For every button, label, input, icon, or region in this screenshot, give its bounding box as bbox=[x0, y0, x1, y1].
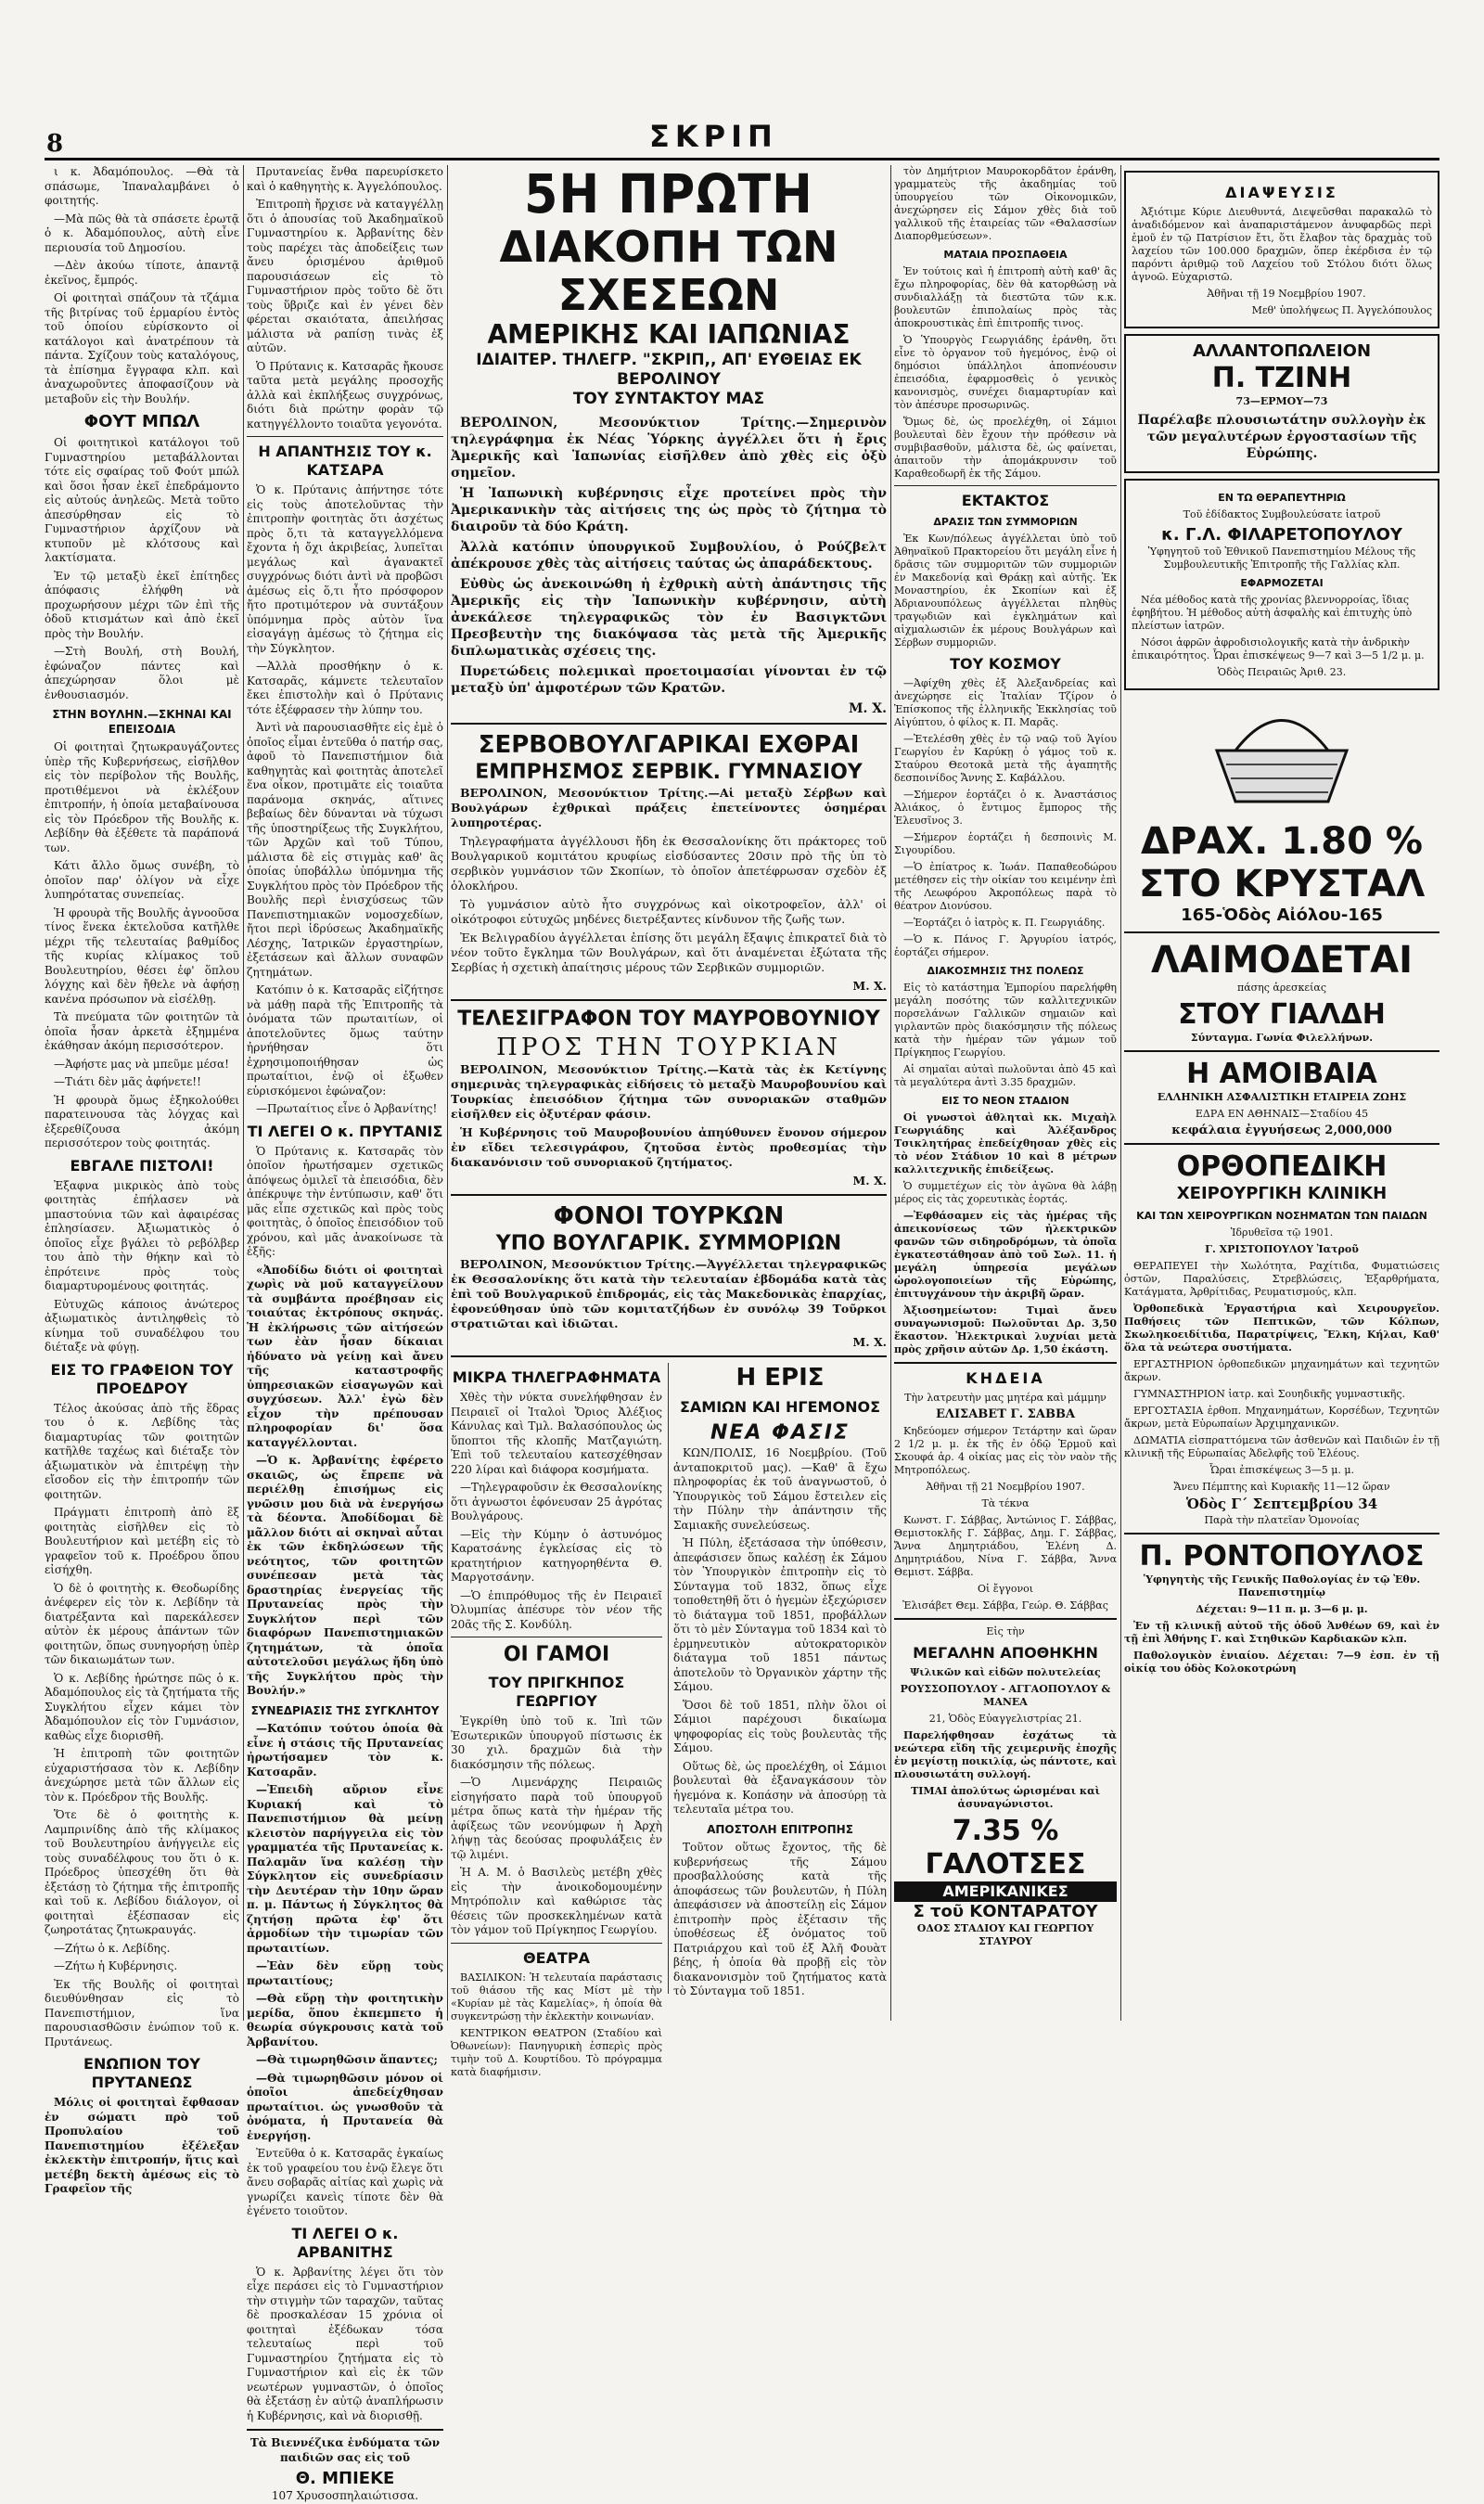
column-1 bbox=[45, 165, 239, 2195]
section-heading: ΕΙΣ ΤΟ ΓΡΑΦΕΙΟΝ ΤΟΥ ΠΡΟΕΔΡΟΥ bbox=[50, 1360, 234, 1397]
paragraph: Οἱ φοιτητικοὶ κατάλογοι τοῦ Γυμναστηρίου μεταβάλλονται τότε εἰς σφαίρας τοῦ Φούτ μπώλ καὶ ὅσοι ἦσαν ἐκεῖ ἐπεδράμοντο εἰς αὐτούς ἀνηλεῶς. Μετὰ τοῦτο ἀπεσύρθησαν εἰς τὸ Γυμναστήριον ἀρχίζουν νὰ κτυποῦν μὲ κλότσους καὶ λακτίσματα. bbox=[45, 436, 239, 564]
paragraph: ΒΕΡΟΛΙΝΟΝ, Μεσονύκτιον Τρίτης.—Σημερινὸν τηλεγράφημα ἐκ Νέας Ὑόρκης ἀγγέλλει ὅτι ἡ ἔρις Ἀμερικῆς καὶ Ἰαπωνίας εἰσῆλθεν ἀπὸ χθὲς εἰς ὀξὺ σημεῖον. bbox=[451, 416, 887, 481]
sub-column-left bbox=[451, 1363, 662, 2083]
ad-text: Γ. ΧΡΙΣΤΟΠΟΥΛΟΥ Ἰατροῦ bbox=[1205, 1243, 1359, 1255]
divider bbox=[451, 1194, 887, 1196]
masthead: ΣΚΡΙΠ bbox=[649, 119, 778, 154]
paragraph: Ὁ συμμετέχων εἰς τὸν ἀγῶνα θὰ λάβῃ μέρος εἰς τὰς χορευτικὰς ἑορτάς. bbox=[894, 1180, 1117, 1205]
ad-text: ΘΕΡΑΠΕΥΕΙ τὴν Χωλότητα, Ραχίτιδα, Φυματιώσεις ὀστῶν, Παραλύσεις, Στρεβλώσεις, Ἐξαρθρήματα, Κατάγματα, Ἀρθρίτιδας, Ρευματισμούς, κλπ. bbox=[1124, 1260, 1439, 1298]
paragraph: Οἱ γνωστοὶ ἀθληταὶ κκ. Μιχαὴλ Γεωργιάδης καὶ Ἀλέξανδρος Τσικλητήρας ἐπεδείχθησαν χθὲς εἰς τὸ νέον Στάδιον 10 καὶ 8 μέτρων καλλιτεχνικῆς ἐπιδείξεως. bbox=[894, 1111, 1117, 1175]
headline: ΦΟΝΟΙ ΤΟΥΡΚΩΝ bbox=[553, 1202, 785, 1230]
ad-text: Ψιλικῶν καὶ εἰδῶν πολυτελείας bbox=[910, 1666, 1101, 1678]
ad-headline: 7.35 % bbox=[952, 1815, 1059, 1847]
ad-box bbox=[1124, 171, 1439, 328]
headline: ΣΑΜΙΩΝ ΚΑΙ ΗΓΕΜΟΝΟΣ bbox=[679, 1398, 880, 1416]
paragraph: Αἱ σημαῖαι αὐταὶ πωλοῦνται ἀπὸ 45 καὶ τὰ μεγαλύτερα ἀντὶ 3.35 δραχμῶν. bbox=[894, 1063, 1117, 1088]
column-divider bbox=[668, 1363, 669, 1994]
paragraph: Ἐκ Κων/πόλεως ἀγγέλλεται ὑπὸ τοῦ Ἀθηναϊκοῦ Πρακτορείου ὅτι μεγάλη εἶνε ἡ δρᾶσις τῶν συμμοριτῶν τῶν συμμοριῶν ἐν Μακεδονίᾳ καὶ Θράκῃ καὶ αὐτῆς. Ἐκ Μοναστηρίου, ἐκ Σκοπίων καὶ ἐξ Ἀδριανουπόλεως ἀγγέλλεται πληθὺς τραγῳδιῶν καὶ ἐγκλημάτων καὶ αἰχμαλωσιῶν ἐκ μέρους Βουλγάρων καὶ Σέρβων συμμοριῶν. bbox=[894, 533, 1117, 648]
paragraph: —Ὁ κ. Ἀρβανίτης ἐφέρετο σκαιῶς, ὡς ἔπρεπε νὰ περιέλθῃ ἐπισήμως εἰς γνῶσιν μου διὰ νὰ ἐνεργήσω τὰ δέοντα. Ἀποδίδομαι δὲ μᾶλλον διότι αἱ σκηναὶ αὗται ἐκ τῶν ἐκδηλώσεων τῆς νεότητος, τῶν φοιτητῶν συνέπεσαν μετὰ τὰς δραστηρίας ἐνεργείας τῆς Πρυτανείας πρὸς τὴν Συγκλήτον περὶ τῶν διαφόρων Πανεπιστημιακῶν ζητημάτων, τὰ ὁποῖα αὐτοτελοῦσι μεγάλως ἤδη ὑπὸ τῆς Συγκλήτου πρὸς τὴν Βουλήν.» bbox=[247, 1454, 443, 1697]
paragraph: —Ἀφίχθη χθὲς ἐξ Ἀλεξανδρείας καὶ ἀνεχώρησε εἰς Ἰταλίαν Τζίρον ὁ Ἐπίσκοπος τῆς ἑλληνικῆς Ἐκκλησίας τοῦ Αἰγύπτου, ὁ φίλος κ. Π. Μαρᾶς. bbox=[894, 677, 1117, 728]
paragraph: Ἐν τῷ μεταξὺ ἐκεῖ ἐπίτηδες ἀπόφασις ἐλήφθη νὰ προχωρήσουν μέχρι τῶν ἐπὶ τῆς ὁδοῦ κτισμάτων καὶ ἀπὸ ἐκεῖ πρὸς τὴν Βουλήν. bbox=[45, 569, 239, 640]
paragraph: Μεθ' ὑπολήψεως Π. Ἀγγελόπουλος bbox=[1251, 304, 1432, 316]
headline-source: ΙΔΙΑΙΤΕΡ. ΤΗΛΕΓΡ. "ΣΚΡΙΠ,, ΑΠ' ΕΥΘΕΙΑΣ ΕΚ ΒΕΡΟΛΙΝΟΥ bbox=[476, 351, 862, 389]
paragraph: Οἱ φοιτηταὶ ζητωκραυγάζοντες ὑπὲρ τῆς Κυβερνήσεως, εἰσῆλθον εἰς τὸν περίβολον τῆς Βουλῆς, προτιθέμενοι νὰ ἐκλέξουν ἐπιτροπήν, ἡ ὁποία μεταβαίνουσα εἰς τὸν Πρόεδρον τῆς Βουλῆς κ. Λεβίδην θὰ ἐξέθετε τὰ παράπονά των. bbox=[45, 740, 239, 854]
paragraph: ΒΑΣΙΛΙΚΟΝ: Ἡ τελευταία παράστασις τοῦ θιάσου τῆς κας Μίστ μὲ τὴν «Κυρίαν μὲ τὰς Καμελίας», ἡ ὁποία θὰ συγκεντρώσῃ τὴν ἐκλεκτὴν κοινωνίαν. bbox=[451, 1971, 662, 2022]
paragraph: —Τηλεγραφοῦσιν ἐκ Θεσσαλονίκης ὅτι ἀγνωστοι ἐφόνευσαν 25 ἀγρότας Βουλγάρους. bbox=[451, 1481, 662, 1522]
divider bbox=[451, 1943, 662, 1944]
paragraph: —Εἰς τὴν Κύμην ὁ ἀστυνόμος Καρατσάνης ἐγκλείσας εἰς τὸ κρατητήριον κατηγορηθέντα Θ. Μαργοτσάνην. bbox=[451, 1527, 662, 1584]
paragraph: Κηδεύομεν σήμερον Τετάρτην καὶ ὥραν 2 1/2 μ. μ. ἐκ τῆς ἐν ὁδῷ Ἑρμοῦ καὶ Σκουφά ἀρ. 4 οἰκίας μας εἰς τὸν ναὸν τῆς Μητροπόλεως. bbox=[894, 1425, 1117, 1476]
paragraph: —Ὁ ἐπιπρόθυμος τῆς ἐν Πειραιεῖ Ὀλυμπίας ἀπέσυρε τὸν νέον τῆς 20ᾶς τῆς Σ. Κονδύλη. bbox=[451, 1588, 662, 1631]
column-3 bbox=[451, 162, 887, 2078]
divider bbox=[894, 485, 1117, 486]
paragraph: Πυρετώδεις πολεμικαὶ προετοιμασίαι γίνονται ἐν τῷ μεταξὺ ὑπ' ἀμφοτέρων τῶν Κρατῶν. bbox=[451, 664, 887, 696]
paragraph: —Δὲν ἀκούω τίποτε, ἀπαντᾷ ἐκεῖνος, ἔμπρός. bbox=[45, 259, 239, 287]
paragraph: Ἡ φρουρὰ τῆς Βουλῆς ἀγνοοῦσα τίνος ἕνεκα ἐκτελοῦσα κατῆλθε μέχρι τῆς τελευταίας βαθμίδος τῆς κυρίας κλίμακος τοῦ Βουλευτηρίου, θέσει ἐφ' ὅπλου λόγχης καὶ δὲν ἤθελε νὰ ἀφήσῃ κανένα πρόσωπον νὰ εἰσέλθῃ. bbox=[45, 905, 239, 1006]
paragraph: —Ὁ ἐπίατρος κ. Ἰωάν. Παπαθεοδώρου μετέθησεν εἰς τὴν οἰκίαν του κειμένην ἐπὶ τῆς Λεωφόρου Ἀκροπόλεως παρὰ τὸ θέατρον Διονύσου. bbox=[894, 861, 1117, 912]
paragraph: Κωνστ. Γ. Σάββας, Ἀντώνιος Γ. Σάββας, Θεμιστοκλῆς Γ. Σάββας, Δημ. Γ. Σάββας, Ἄννα Δημητριάδου, Ἑλένη Δ. Δημητριάδου, Νίνα Γ. Σάββα, Ἄννα Θεμιστ. Σάββα. bbox=[894, 1514, 1117, 1578]
paragraph: Ἐξαφνα μικρικὸς ἀπὸ τοὺς φοιτητὰς ἐπήλασεν νὰ μπαστούνια τῶν καὶ ἀφαιρέσας ἐπλησίασεν. Ἀξιωματικὸς ὁ ὁποῖος εἶχε βγάλει τὸ ρεβόλβερ του ἀπὸ τὴν θήκην καὶ τὸ ἐπρότεινε πρὸς τοὺς διαμαρτυρομένους φοιτητάς. bbox=[45, 1178, 239, 1292]
paragraph: Ἀντὶ νὰ παρουσιασθῆτε εἰς ἐμὲ ὁ ὁποῖος εἶμαι ἐντεῦθα ὁ πατήρ σας, ἀφοῦ τὸ Πανεπιστήμιον διὰ καθηγητὰς καὶ φοιτητὰς ἀποτελεῖ ἕνα οἶκον, προτιμᾶτε εἰς τοιαῦτα παράνομα σκηνάς, αἵτινες βεβαίως δὲν δύνανται νὰ τύχωσι τῆς ὑποστηρίξεως τῆς Συγκλήτου, τῶν Ἀρχῶν καὶ τοῦ Τύπου, μάλιστα δὲ εἰς στιγμὰς καθ' ἃς ὁποίας ὑποβάλλω ὑπόμνημα τῆς Συγκλήτου πρὸς τὸν Πρόεδρον τῆς Βουλῆς περὶ ἐνισχύσεως τῶν Πανεπιστημιακῶν νομοσχεδίων, ἤτοι περὶ ἱδρύσεως Ἀκαδημαϊκῆς Λέσχης, Ἰατρικῶν ἐργαστηρίων, ἐξετάσεων καὶ ἄλλων συναφῶν ζητημάτων. bbox=[247, 721, 444, 979]
column-4 bbox=[894, 165, 1117, 2030]
ad-text: Τοῦ ἐδίδακτος Συμβουλεύσατε ἰατροῦ bbox=[1183, 508, 1381, 520]
paragraph: Ὁ κ. Λεβίδης ἠρώτησε πῶς ὁ κ. Ἀδαμόπουλος εἰς τὰ ζητήματα τῆς Συγκλήτου εἶχεν κάμει τὸν Ἀδαμόπουλον εἰς τὸν Γυμνάσιον, καθὼς εἶχε διορισθῆ. bbox=[45, 1671, 239, 1742]
paragraph: Ὁ δὲ ὁ φοιτητὴς κ. Θεοδωρίδης ἀνέφερεν εἰς τὸν κ. Λεβίδην τὰ διατρέξαντα καὶ παρεκάλεσεν αὐτὸν ἐκ μέρους ἁπάντων τῶν φοιτητῶν, ὅπως συνηγορήσῃ ὑπὲρ τῶν δικαιωμάτων των. bbox=[45, 1581, 239, 1666]
paragraph: ΒΕΡΟΛΙΝΟΝ, Μεσονύκτιον Τρίτης.—Αἱ μεταξὺ Σέρβων καὶ Βουλγάρων ἐχθρικαὶ πράξεις ἐπετείνοντες ὁσημέραι λυπηροτέρας. bbox=[451, 786, 887, 829]
section-heading: ΕΙΣ ΤΟ ΝΕΟΝ ΣΤΑΔΙΟΝ bbox=[941, 1095, 1069, 1107]
ad-headline: ΛΑΙΜΟΔΕΤΑΙ bbox=[1150, 939, 1413, 982]
signature: Μ. Χ. bbox=[852, 1174, 887, 1188]
paragraph: —Ἑορτάζει ὁ ἰατρὸς κ. Π. Γεωργιάδης. bbox=[903, 917, 1106, 929]
section-heading: ΤΟΥ ΚΟΣΜΟΥ bbox=[950, 655, 1061, 673]
paragraph: Ἐπιτροπὴ ἤρχισε νὰ καταγγέλλῃ ὅτι ὁ ἀπουσίας τοῦ Ἀκαδημαϊκοῦ Γυμναστηρίου κ. Ἀρβανίτης δὲν τοὺς παρέχει τὰς ἀποδείξεις των ἄνευ ὁρισμένου ἀριθμοῦ παρουσιάσεων εἰς τὸ Γυμναστήριον πρὸς τοῦτο δὲ ὅτι τοὺς ὕβριζε καὶ ἐν γένει δὲν φέρεται σκαιότατα, ἀπειλήσας μάλιστα νὰ ραπίσῃ τινὰς ἐξ αὐτῶν. bbox=[247, 198, 443, 354]
column-divider bbox=[243, 165, 244, 2021]
paragraph: Εὐτυχῶς κάποιος ἀνώτερος ἀξιωματικὸς ἀντιληφθεὶς τὸ κίνημα τοῦ συναδέλφου του διέταξε νὰ φύγῃ. bbox=[45, 1297, 239, 1354]
paragraph: Τοῦτον οὕτως ἔχοντος, τῆς δὲ κυβερνήσεως τῆς Σάμου προσβαλλούσης κατὰ τῆς ἀποφάσεως τῶν βουλευτῶν, ἡ Πύλη ἀπεφάσισεν νὰ ἀποστείλῃ εἰς Σάμον ἐπιτροπὴν πρὸς ἐξέτασιν τῆς ὑποθέσεως ἐξ ὀνόματος τοῦ Πατριάρχου καὶ τοῦ ἐξ Ἀλῆ Φουὰτ βέης, ἡ ὁποία θὰ προβῇ εἰς τὸν διακανονισμὸν τοῦ ζητήματος κατὰ τὸ Σύνταγμα τοῦ 1851. bbox=[673, 1841, 887, 1997]
paragraph: Ἐγκρίθη ὑπὸ τοῦ κ. Ἰπὶ τῶν Ἐσωτερικῶν ὑπουργοῦ πίστωσις ἐκ 30 χιλ. δραχμῶν διὰ τὴν διακόσμησιν τῆς πόλεως. bbox=[451, 1714, 662, 1771]
paragraph: Ἡ Α. Μ. ὁ Βασιλεὺς μετέβη χθὲς εἰς τὴν ἀνοικοδομουμένην Μητρόπολιν καὶ καθώρισε τὰς θέσεις τῶν προσκεκλημένων κατὰ τὸν γάμον τοῦ Πρίγκηπος Γεωργίου. bbox=[451, 1866, 662, 1936]
ad-text: ΓΥΜΝΑΣΤΗΡΙΟΝ ἰατρ. καὶ Σουηδικῆς γυμναστικῆς. bbox=[1133, 1388, 1406, 1400]
paragraph: Ἡ Πύλη, ἐξετάσασα τὴν ὑπόθεσιν, ἀπεφάσισεν ὅπως καλέσῃ ἐκ Σάμου τὸν Ὑπουργικὸν ἐπιτροπὴν εἰς τὸ Σύνταγμα τοῦ 1832, ὅπως εἶχε τοποθετηθῆ ὅτι ὁ ἡγεμὼν ἐξεχώρισεν τὸ διάταγμα τοῦ 1851, προβάλλων ὅτι τὸ μὲν Σύνταγμα τοῦ 1834 καὶ τὸ ἑρμηνευτικὸν αὐτοκρατορικὸν διάταγμα τοῦ 1851 πάντως ἀποτελοῦν τὸ Ὀργανικὸν χάρτην τῆς Σάμου. bbox=[673, 1536, 887, 1693]
section-heading: ΔΙΑΚΟΣΜΗΣΙΣ ΤΗΣ ΠΟΛΕΩΣ bbox=[927, 965, 1084, 977]
ad-text: Τὰ Βιεννέζικα ἐνδύματα τῶν παιδιῶν σας εἰς τοῦ bbox=[249, 2436, 441, 2464]
ad-text: ΟΔΟΣ ΣΤΑΔΙΟΥ ΚΑΙ ΓΕΩΡΓΙΟΥ ΣΤΑΥΡΟΥ bbox=[916, 1922, 1094, 1947]
ad-text: Παρὰ τὴν πλατεῖαν Ὁμονοίας bbox=[1204, 1514, 1360, 1526]
ad-text: Νέα μέθοδος κατὰ τῆς χρονίας βλεννορροίας, ἴδιας ἐφηβήτου. Ἡ μέθοδος αὐτὴ ἀσφαλὴς καὶ ἐπιτυχὴς ὑπὸ πλείστων ἰατρῶν. bbox=[1132, 594, 1413, 632]
paragraph: ι κ. Ἀδαμόπουλος. —Θὰ τὰ σπάσωμε, Ἰπαναλαμβάνει ὁ φοιτητής. bbox=[45, 165, 239, 207]
paragraph: Ἐκ Βελιγραδίου ἀγγέλλεται ἐπίσης ὅτι μεγάλη ἔξαψις ἐπικρατεῖ διὰ τὸ νέον τοῦτο ἔγκλημα τῶν Βουλγάρων, καὶ ὅτι ἀναμένεται ἐξώτατα τῆς Σερβίας ἡ σχετικὴ ἀπαίτησις μέρους τῶν Σερβικῶν συμμοριῶν. bbox=[451, 931, 887, 974]
ad-headline: ΓΑΛΟΤΣΕΣ bbox=[925, 1848, 1086, 1881]
divider bbox=[247, 436, 443, 437]
paragraph: Ὅσοι δὲ τοῦ 1851, πλὴν ὅλοι οἱ Σάμιοι παρέχουσι δικαίωμα ψηφοφορίας εἰς τοὺς βουλευτὰς τῆς Σάμου. bbox=[673, 1698, 887, 1754]
section-heading: Η ΑΠΑΝΤΗΣΙΣ ΤΟΥ κ. ΚΑΤΣΑΡΑ bbox=[258, 443, 432, 479]
section-heading: ΔΙΑΨΕΥΣΙΣ bbox=[1225, 184, 1338, 201]
paragraph: ΚΩΝ/ΠΟΛΙΣ, 16 Νοεμβρίου. (Τοῦ ἀνταποκριτοῦ μας). —Καθ' ἃ ἔχω πληροφορίας ἐκ τοῦ ἀναγνωστοῦ, ὁ Ὑπουργικὸς τοῦ Σάμου ἔστειλεν εἰς τὴν Πύλην τὴν ἀπάντησιν τῆς Σαμιακῆς συνελεύσεως. bbox=[673, 1446, 887, 1532]
ad-text: ΕΡΓΑΣΤΗΡΙΟΝ ὀρθοπεδικῶν μηχανημάτων καὶ τεχνητῶν ἄκρων. bbox=[1124, 1358, 1439, 1383]
paragraph: Τὰ πνεύματα τῶν φοιτητῶν τὰ ὁποῖα ἦσαν ἀρκετὰ ἐξημμένα ἐκάθησαν ἀκόμη περισσότερον. bbox=[45, 1010, 239, 1052]
paragraph: τὸν Δημήτριον Μαυροκορδᾶτον ἐράνθη, γραμματεὺς τῆς ἀκαδημίας τοῦ ὑπουργείου τῶν Οἰκονομικῶν, ἀνεχώρησεν εἰς Σάμον χθὲς διὰ τοῦ γαλλικοῦ τῆς ἑταιρείας τῶν «Θαλασσίων Διαπορθμεύσεων». bbox=[894, 165, 1117, 242]
section-heading: ΔΡΑΣΙΣ ΤΩΝ ΣΥΜΜΟΡΙΩΝ bbox=[933, 516, 1078, 528]
ad-name: Σ τοῦ ΚΟΝΤΑΡΑΤΟΥ bbox=[913, 1902, 1098, 1921]
ad-text: Νόσοι ἀφρῶν ἀφροδισιολογικῆς κατὰ τὴν ἀνδρικὴν ἐπικαιρότητος. Ὧραι ἐπισκέψεως 9—7 καὶ 3—5 1/2 μ. μ. bbox=[1132, 636, 1425, 661]
ad-headline: ΣΤΟ ΚΡΥΣΤΑΛ bbox=[1138, 863, 1426, 905]
ad-text: Ὑφηγητὴς τῆς Γενικῆς Παθολογίας ἐν τῷ Ἐθν. Πανεπιστημίῳ bbox=[1143, 1573, 1421, 1599]
paragraph: Οἱ ἔγγονοι bbox=[977, 1583, 1034, 1595]
paragraph: Ὁ Πρύτανις κ. Κατσαρᾶς ἤκουσε ταῦτα μετὰ μεγάλης προσοχῆς ἀλλὰ καὶ ἐκπλήξεως συγχρόνως, διότι διὰ πρώτην φορὰν τῷ κατηγγέλλοντο τοιαῦτα γεγονότα. bbox=[247, 359, 443, 430]
paragraph: —Ἐὰν δὲν εὕρῃ τοὺς πρωταιτίους; bbox=[247, 1959, 443, 1987]
column-divider bbox=[890, 165, 891, 2021]
paragraph: Ὁ κ. Πρύτανις ἀπήντησε τότε εἰς τοὺς ἀποτελοῦντας τὴν ἐπιτροπὴν φοιτητὰς ὅτι ἀσχέτως πρὸς ὅ,τι τὰ καταγγελλόμενα ἔχοντα ἡ ὄχι ἀκριβείας, λυπεῖται μεγάλως καὶ ἀγανακτεῖ συγχρόνως διότι ἀντὶ νὰ προβῶσι ἀμέσως εἰς ὅ,τι ἦτο πρόσφορον ἤτο προτιμότερον νὰ συντάξουν ὑπόμνημα πρὸς αὐτὸν ἵνα εἰσαγάγῃ ἀμέσως τὸ ζήτημα εἰς τὴν Σύγκλητον. bbox=[247, 483, 443, 655]
divider bbox=[247, 2429, 443, 2431]
paragraph: Τέλος ἀκούσας ἀπὸ τῆς ἕδρας του ὁ κ. Λεβίδης τὰς διαμαρτυρίας τῶν φοιτητῶν κατῆλθε ταχέως καὶ διέταξε τὸν ἀξιωματικὸν νὰ ἐπιτρέψῃ τὴν εἴσοδον εἰς τὴν ἐπιτροπήν τῶν φοιτητῶν. bbox=[45, 1401, 239, 1501]
signature: Μ. Χ. bbox=[852, 1335, 887, 1349]
ad-headline: ΕΝ ΤΩ ΘΕΡΑΠΕΥΤΗΡΙΩ bbox=[1218, 492, 1346, 504]
paragraph: —Θὰ τιμωρηθῶσιν ἅπαντες; bbox=[256, 2053, 438, 2066]
paragraph: —Ὁ κ. Πάνος Γ. Ἀργυρίου ἰατρός, ἑορτάζει σήμερον. bbox=[894, 933, 1117, 958]
paragraph: ΚΕΝΤΡΙΚΟΝ ΘΕΑΤΡΟΝ (Σταδίου καὶ Ὀθωνείων): Πανηγυρικὴ ἑσπερὶς πρὸς τιμὴν τοῦ Δ. Κουρτίδου. Τὸ πρόγραμμα κατὰ διαφήμισιν. bbox=[451, 2026, 662, 2078]
section-heading: ΘΕΑΤΡΑ bbox=[523, 1948, 590, 1967]
ad-headline: ΜΕΓΑΛΗΝ ΑΠΟΘΗΚΗΝ bbox=[913, 1644, 1098, 1662]
section-heading: ΕΒΓΑΛΕ ΠΙΣΤΟΛΙ! bbox=[70, 1156, 214, 1175]
paragraph: Ἐν τούτοις καὶ ἡ ἐπιτροπὴ αὐτὴ καθ' ἃς ἔχω πληροφορίας, δὲν θὰ κατορθώσῃ νὰ συνδιαλλάξῃ τὰ διεστῶτα τῶν κ.κ. βουλευτῶν ἐπιπολαίως πρὸς τὰς ἀποκρουστικὰς ἐπὶ ἐπιτροπῆς τινος. bbox=[894, 265, 1117, 329]
paragraph: Οἱ φοιτηταὶ σπάζουν τὰ τζάμια τῆς βιτρίνας τοῦ ἑρμαρίου ἐντὸς τοῦ ὁποίου εὑρίσκοντο οἱ κατάλογοι καὶ ἀνατρέπουν τὰ πάντα. Σχίζουν τοὺς καταλόγους, τὰ ἐπίσημα ἔγγραφα κλπ. καὶ ἀναχωροῦντες ἀποφασίζουν νὰ μεταβοῦν εἰς τὴν Βουλήν. bbox=[45, 291, 239, 405]
headline-edition: 5Η ΠΡΩΤΗ bbox=[524, 162, 813, 225]
section-heading: ΕΚΤΑΚΤΟΣ bbox=[961, 492, 1050, 509]
headline: ΥΠΟ ΒΟΥΛΓΑΡΙΚ. ΣΥΜΜΟΡΙΩΝ bbox=[495, 1232, 842, 1255]
paragraph: Ὁ Ὑπουργὸς Γεωργιάδης ἐράνθη, ὅτι εἶνε τὸ ὀργανον τοῦ ἡγεμόνος, ἐνῷ οἱ δημόσιοι ὑπάλληλοι ἀποπνέουσιν ἐπεισόδια, ἐφαρμοσθεὶς ὁ γενικὸς κανονισμὸς, συνέχει διαμαρτυρίαν καὶ τὸν ἀπέσυρε προσωρινῶς. bbox=[894, 334, 1117, 411]
ad-text: Ὁδὸς Γ΄ Σεπτεμβρίου 34 bbox=[1185, 1496, 1378, 1512]
section-heading: ΤΙ ΛΕΓΕΙ Ο κ. ΠΡΥΤΑΝΙΣ bbox=[247, 1122, 443, 1140]
ad-text: Ὁδὸς Πειραιῶς Ἀριθ. 23. bbox=[1217, 666, 1347, 678]
sub-column-right bbox=[673, 1363, 887, 2003]
ad-price: ΔΡΑΧ. 1.80 % bbox=[1141, 820, 1423, 863]
paragraph: —Μὰ πῶς θὰ τὰ σπάσετε ἐρωτᾷ ὁ κ. Ἀδαμόπουλος, αὐτὴ εἶνε περιουσία τοῦ Δημοσίου. bbox=[45, 212, 239, 254]
divider bbox=[451, 1355, 887, 1357]
paragraph: Ἀξιότιμε Κύριε Διευθυντά, Διεψεῦσθαι παρακαλῶ τὸ ἀναδιδόμενον καὶ ἀναπαριστάμενον ἀνυφαρδῶς περὶ ἐμοῦ ἐν τῷ Πατρίσιον ἔτι, ὅτι ἔλαβον τὰς δραχμὰς τοῦ λαχείου τῶν 100.000 δραχμῶν, ὅπερ ἐκέρδισα ἐν τῷ παρόντι ἀριθμῷ τοῦ Λαχείου τοῦ Στόλου διότι ὅλως ἀγνοῶ. Εὐχαριστῶ. bbox=[1132, 206, 1432, 283]
paragraph: Τὸ γυμνάσιον αὐτὸ ἦτο συγχρόνως καὶ οἰκοτροφεῖον, ἀλλ' οἱ οἰκότροφοι εὐτυχῶς μηδένες διετρέξαντες κίνδυνον τῆς ζωῆς των. bbox=[451, 897, 887, 926]
paragraph: Οὕτως δὲ, ὡς προελέχθη, οἱ Σάμιοι βουλευταὶ θὰ ἐξαναγκάσουν τὸν ἡγεμόνα κ. Κοπάσην νὰ ἀποσύρῃ τὰ τελευταῖα μέτρα του. bbox=[673, 1759, 887, 1816]
ad-text: ΤΙΜΑΙ ἀπολύτως ὡρισμέναι καὶ ἀσυναγώνιστοι. bbox=[911, 1785, 1100, 1810]
paragraph: —Στὴ Βουλή, στὴ Βουλή, ἐφώναζον πάντες καὶ ἀπεχώρησαν ὅλοι μὲ ἐνθουσιασμόν. bbox=[45, 645, 239, 701]
divider bbox=[451, 723, 887, 725]
section-heading: ΣΥΝΕΔΡΙΑΣΙΣ ΤΗΣ ΣΥΓΚΛΗΤΟΥ bbox=[250, 1703, 440, 1717]
paragraph: —Ζήτω ἡ Κυβέρνησις. bbox=[54, 1959, 178, 1972]
basket-icon bbox=[1198, 700, 1365, 811]
column-divider bbox=[447, 165, 448, 2021]
ad-headline: ΣΤΟΥ ΓΙΑΛΔΗ bbox=[1178, 998, 1386, 1031]
ad-headline: ΕΦΑΡΜΟΖΕΤΑΙ bbox=[1240, 577, 1324, 589]
divider bbox=[451, 999, 887, 1001]
column-5 bbox=[1124, 165, 1439, 2030]
ad-text: Σύνταγμα. Γωνία Φιλελλήνων. bbox=[1190, 1032, 1374, 1044]
headline-source: ΤΟΥ ΣΥΝΤΑΚΤΟΥ ΜΑΣ bbox=[572, 390, 765, 408]
paragraph: ΒΕΡΟΛΙΝΟΝ, Μεσονύκτιον Τρίτης.—Κατὰ τὰς ἐκ Κετίγνης σημερινὰς τηλεγραφικὰς εἰδήσεις τὸ μεταξὺ Μαυροβουνίου καὶ Τουρκίας ἐπεισόδιον ζήτημα τῶν συνοριακῶν σταθμῶν εἰσῆλθεν εἰς ὀξυτέραν φάσιν. bbox=[451, 1062, 887, 1121]
paragraph: Ἀλλὰ κατόπιν ὑπουργικοῦ Συμβουλίου, ὁ Ρούζβελτ ἀπέκρουσε χθὲς τὰς αἰτήσεις ταύτας ὡς ἀπαράδεκτους. bbox=[451, 540, 887, 571]
divider bbox=[894, 1618, 1117, 1620]
ad-text: Παρέλαβε πλουσιωτάτην συλλογὴν ἐκ τῶν μεγαλυτέρων ἐργοστασίων τῆς Εὐρώπης. bbox=[1137, 413, 1426, 461]
headline: ΤΟΥ ΠΡΙΓΚΗΠΟΣ ΓΕΩΡΓΙΟΥ bbox=[488, 1674, 625, 1710]
ad-text: Ἄνευ Πέμπτης καὶ Κυριακῆς 11—12 ὥραν bbox=[1173, 1481, 1390, 1493]
ad-name: Θ. ΜΠΙΕΚΕ bbox=[295, 2469, 395, 2488]
paragraph: —Σήμερον ἑορτάζει ὁ κ. Ἀναστάσιος Ἀλιάκος, ὁ ἔντιμος ἔμπορος τῆς Ἑλευσῖνος 3. bbox=[894, 789, 1117, 827]
ad-text: ΕΔΡΑ ΕΝ ΑΘΗΝΑΙΣ—Σταδίου 45 bbox=[1195, 1108, 1369, 1120]
divider bbox=[1124, 931, 1439, 933]
ad-headline: ΑΛΛΑΝΤΟΠΩΛΕΙΟΝ bbox=[1192, 341, 1372, 361]
headline: ΤΕΛΕΣΙΓΡΑΦΟΝ ΤΟΥ ΜΑΥΡΟΒΟΥΝΙΟΥ bbox=[457, 1008, 880, 1031]
paragraph: Εἰς τὸ κατάστημα Ἐμπορίου παρελήφθη μεγάλη ποσότης τῶν καλλιτεχνικῶν πορσελάνων Γαλλικῶν σημαιῶν καὶ γιρλαντῶν πρὸς διακόσμησιν τῆς πόλεως κατὰ τὴν ἡμέραν τῶν γάμων τοῦ Πρίγκηπος Γεωργίου. bbox=[894, 982, 1117, 1059]
ad-headline: Π. ΡΟΝΤΟΠΟΥΛΟΣ bbox=[1139, 1540, 1425, 1573]
paragraph: Μόλις οἱ φοιτηταὶ ἔφθασαν ἐν σώματι πρὸ τοῦ Προπυλαίου τοῦ Πανεπιστημίου ἐξέλεξαν ἐκλεκτὴν ἐπιτροπήν, ἥτις καὶ μετέβη δεκτὴ ἀμέσως εἰς τὸ Γραφεῖον τῆς bbox=[45, 2096, 239, 2195]
paragraph: —Πρωταίτιος εἶνε ὁ Ἀρβανίτης! bbox=[256, 1102, 438, 1115]
ad-text: ΕΡΓΟΣΤΑΣΙΑ ἐρθοπ. Μηχανημάτων, Κορσέδων, Τεχνητῶν ἄκρων, μετὰ Εὐρωπαίων Ἀρχιμηχανικῶν. bbox=[1124, 1405, 1439, 1430]
paragraph: —Κατόπιν τούτου ὁποία θὰ εἶνε ἡ στάσις τῆς Πρυτανείας ἠρωτήσαμεν τὸν κ. Κατσαρᾶν. bbox=[247, 1722, 443, 1778]
section-heading: ΣΤΗΝ ΒΟΥΛΗΝ.—ΣΚΗΝΑΙ ΚΑΙ ΕΠΕΙΣΟΔΙΑ bbox=[52, 708, 232, 736]
signature: Μ. Χ. bbox=[852, 979, 887, 993]
paragraph: Ἡ Ἰαπωνικὴ κυβέρνησις εἶχε προτείνει πρὸς τὴν Ἀμερικανικὴν τὰς αἰτήσεις της ὡς πρὸς τὸ ζήτημα τὸ διαιροῦν τὰ δύο Κράτη. bbox=[451, 486, 887, 534]
ad-text: Ἐν τῇ κλινικῇ αὐτοῦ τῆς ὁδοῦ Ἀνθέων 69, καὶ ἐν τῇ ἐπὶ Ἀθήνης Γ. καὶ Στηθικῶν Καρδιακῶν κλπ. bbox=[1124, 1620, 1439, 1645]
divider bbox=[1124, 1533, 1439, 1535]
page-number: 8 bbox=[46, 130, 64, 158]
section-heading: ΜΑΤΑΙΑ ΠΡΟΣΠΑΘΕΙΑ bbox=[943, 249, 1068, 261]
ad-headline: ΧΕΙΡΟΥΡΓΙΚΗ ΚΛΙΝΙΚΗ bbox=[1176, 1184, 1388, 1203]
paragraph: —Θὰ τιμωρηθῶσιν μόνον οἱ ὁποῖοι ἀπεδείχθησαν πρωταίτιοι. ὡς γνωσθοῦν τὰ ὀνόματα, ἡ Πρυτανεία θὰ ἐνεργήσῃ. bbox=[247, 2071, 443, 2142]
paragraph: Τὴν λατρευτὴν μας μητέρα καὶ μάμμην bbox=[904, 1392, 1107, 1404]
section-heading: ΑΠΟΣΤΟΛΗ ΕΠΙΤΡΟΠΗΣ bbox=[707, 1822, 853, 1836]
paragraph: Τηλεγραφήματα ἀγγέλλουσι ἤδη ἐκ Θεσσαλονίκης ὅτι πράκτορες τοῦ Βουλγαρικοῦ κομιτάτου κρυφίως εἰσδύσαντες 20σιν πρὸ τῆς ὑπ τὸ σερβικὸν γυμνάσιον τῶν Σκοπίων, τὸ ὁποῖον ἀπετέφρωσαν σχεδὸν ἐξ ὁλοκλήρου. bbox=[451, 834, 887, 892]
paragraph: Ἀθῆναι τῇ 19 Νοεμβρίου 1907. bbox=[1207, 288, 1366, 300]
section-heading: ΤΙ ΛΕΓΕΙ Ο κ. ΑΡΒΑΝΙΤΗΣ bbox=[291, 2224, 399, 2261]
paragraph: Ἀθῆναι τῇ 21 Νοεμβρίου 1907. bbox=[926, 1481, 1085, 1493]
ad-text: Εἰς τὴν bbox=[986, 1625, 1025, 1637]
ad-text: Ὑφηγητοῦ τοῦ Ἐθνικοῦ Πανεπιστημίου Μέλους τῆς Συμβουλευτικῆς Ἐπιτροπῆς τῆς Γαλλίας κλπ. bbox=[1147, 546, 1416, 571]
paragraph: Κάτι ἄλλο ὅμως συνέβη, τὸ ὁποῖον παρ' ὀλίγον νὰ εἶχε λυπηρότατας συνεπείας. bbox=[45, 859, 239, 901]
paragraph: —Τιάτι δὲν μᾶς ἀφήνετε!! bbox=[54, 1075, 201, 1088]
ad-text: πάσης ἀρεσκείας bbox=[1237, 982, 1326, 994]
headline: ΝΕΑ ΦΑΣΙΣ bbox=[710, 1421, 851, 1445]
paragraph: Εὐθὺς ὡς ἀνεκοινώθη ἡ ἐχθρικὴ αὐτὴ ἀπάντησις τῆς Ἀμερικῆς εἰς τὴν Ἰαπωνικὴν κυβέρνησιν, αὐτὴ ἀνεκάλεσε τηλεγραφικῶς τὸν ἐν Βασιγκτῶνι Πρεσβευτὴν της διακόψασα τὰς μετὰ τῆς Ἀμερικῆς διπλωματικὰς σχέσεις της. bbox=[451, 577, 887, 659]
paragraph: Πράγματι ἐπιτροπὴ ἀπὸ ἓξ φοιτητὰς εἰσῆλθεν εἰς τὸ Βουλευτήριον καὶ μετέβη εἰς τὸ γραφεῖον τοῦ κ. Προέδρου ὅπου εἰσήχθη. bbox=[45, 1506, 239, 1576]
paragraph: Ἡ Κυβέρνησις τοῦ Μαυροβουνίου ἀπηύθυνεν ἔνονον σήμερον ἐν εἴδει τελεσιγράφου, ζητοῦσα ἐντὸς προθεσμίας τὴν διακανόνισιν τοῦ συνοριακοῦ ζητήματος. bbox=[451, 1125, 887, 1169]
ad-text: 21, Ὁδὸς Εὐαγγελιστρίας 21. bbox=[928, 1713, 1082, 1725]
paragraph: —Ὁ Λιμενάρχης Πειραιῶς εἰσηγήσατο παρὰ τοῦ ὑπουργοῦ μέτρα ὅπως κατὰ τὴν ἡμέραν τῆς ἀφίξεως τῶν νεονύμφων ἡ Ἀρχὴ λήψῃ τὰς δεούσας προφυλάξεις ἐν τῷ λιμένι. bbox=[451, 1776, 662, 1861]
ad-headline: κ. Γ.Λ. ΦΙΛΑΡΕΤΟΠΟΥΛΟΥ bbox=[1161, 525, 1402, 545]
headline-sub: ΑΜΕΡΙΚΗΣ ΚΑΙ ΙΑΠΩΝΙΑΣ bbox=[487, 319, 851, 350]
paragraph: —Θὰ εὕρῃ τὴν φοιτητικὴν μερίδα, ὅπου ἐκπεμπετο ἡ θεωρία σύγκρουσις κατὰ τοῦ Ἀρβανίτου. bbox=[247, 1992, 443, 2048]
ad-text: Ὧραι ἐπισκέψεως 3—5 μ. μ. bbox=[1209, 1464, 1355, 1476]
paragraph: Ὁ Πρύτανις κ. Κατσαρᾶς τὸν ὁποῖον ἠρωτήσαμεν σχετικῶς ἀπόψεως ὁμιλεῖ τὰ ἐπεισόδια, δὲν ἀπέκρυψε τὴν ἐντύπωσιν, καθ' ὅτι μᾶς εἶπε σχετικῶς καὶ πρὸς τοὺς φοιτητὰς, ὁ ὁποῖος ἐπεισόδιον τοῦ χρόνου, καὶ μᾶς ἀνακοίνωσε τὰ ἑξῆς: bbox=[247, 1144, 443, 1258]
top-rule bbox=[45, 158, 1439, 161]
ad-text: ΡΟΥΣΣΟΠΟΥΛΟΥ - ΑΓΓΑΟΠΟΥΛΟΥ & ΜΑΝΕΑ bbox=[900, 1683, 1111, 1708]
paragraph: ΕΛΙΣΑΒΕΤ Γ. ΣΑΒΒΑ bbox=[935, 1407, 1076, 1421]
paragraph: —Ἐπειδὴ αὔριον εἶνε Κυριακή καὶ τὸ Πανεπιστήμιον θὰ μείνῃ κλειστὸν παρήγγειλα εἰς τὸν γραμματέα τῆς Πρυτανείας κ. Παλαμᾶν ἵνα καλέσῃ τὴν Σύγκλητον εἰς συνεδρίασιν τὴν Δευτέραν τὴν 10ην ὥραν π. μ. Πάντως ἡ Σύγκλητος θὰ ζητήσῃ πρῶτα ἐφ' ὅτι ἀρμοδίων τὴν τιμωρίαν τῶν πρωταιτίων. bbox=[247, 1783, 443, 1955]
ad-headline: Η ΑΜΟΙΒΑΙΑ bbox=[1186, 1058, 1377, 1090]
ad-text: ΕΛΛΗΝΙΚΗ ΑΣΦΑΛΙΣΤΙΚΗ ΕΤΑΙΡΕΙΑ ΖΩΗΣ bbox=[1157, 1091, 1407, 1103]
ad-text: 107 Χρυσοσπηλαιώτισσα. bbox=[271, 2489, 419, 2502]
ad-headline: ΟΡΘΟΠΕΔΙΚΗ bbox=[1176, 1150, 1388, 1183]
paragraph: Κατόπιν ὁ κ. Κατσαρᾶς εἰζήτησε νὰ μάθῃ παρὰ τῆς Ἐπιτροπῆς τὰ ὀνόματα τῶν πρωταιτίων, οἱ ἀποτελοῦντες ὅμως ταύτην ἠρνήθησαν ὅτι ἐχρησιμοποιήθησαν ὡς πρωταίτιοι, ἐνῷ οἱ ἐξωθεν εὑρισκόμενοι ἐφώναζον: bbox=[247, 983, 443, 1098]
divider bbox=[1124, 1050, 1439, 1052]
paragraph: Τὰ τέκνα bbox=[981, 1497, 1030, 1509]
ad-box bbox=[1124, 479, 1439, 690]
ad-text: Παρελήφθησαν ἐσχάτως τὰ νεώτερα εἴδη τῆς χειμερινῆς ἐποχῆς ἐν μεγίστῃ ποικιλίᾳ, ὡς πάντοτε, καὶ πλουσιωτάτη συλλογή. bbox=[894, 1729, 1117, 1780]
paragraph: Ὅμως δὲ, ὡς προελέχθη, οἱ Σάμιοι βουλευταὶ δὲν ἔχουν τὴν πρόθεσιν νὰ συμβιβασθοῦν, μάλιστα δὲ, ὡς φαίνεται, ἀπαιτοῦν τὴν ἀπομάκρυνσιν τοῦ Καραθεοδωρῆ ἐκ τῆς Σάμου. bbox=[894, 416, 1117, 480]
paragraph: Ἡ φρουρὰ ὅμως ἐξηκολούθει παρατεινουσα τὰς λόγχας καὶ ἐξερεθίζουσα ἀκόμη περισσότερον τοὺς φοιτητάς. bbox=[45, 1093, 239, 1149]
paragraph: Ἐντεῦθα ὁ κ. Κατσαρᾶς ἐγκαίως ἐκ τοῦ γραφείου του ἐνῷ ἔλεγε ὅτι ἄνευ σοβαρᾶς αἰτίας καὶ χωρὶς νὰ γνωρίζει κανεὶς τίποτε δὲν θὰ ἐγένετο τοιοῦτον. bbox=[247, 2147, 443, 2217]
headline: ΣΕΡΒΟΒΟΥΛΓΑΡΙΚΑΙ ΕΧΘΡΑΙ bbox=[478, 731, 860, 759]
ad-headline: ΚΑΙ ΤΩΝ ΧΕΙΡΟΥΡΓΙΚΩΝ ΝΟΣΗΜΑΤΩΝ ΤΩΝ ΠΑΙΔΩΝ bbox=[1136, 1210, 1427, 1222]
column-2 bbox=[247, 165, 444, 2502]
paragraph: —Ἀφήστε μας νὰ μπεῦμε μέσα! bbox=[54, 1057, 229, 1071]
signature: Μ. Χ. bbox=[849, 701, 887, 716]
headline-main: ΔΙΑΚΟΠΗ ΤΩΝ ΣΧΕΣΕΩΝ bbox=[499, 222, 838, 320]
paragraph: —Ἀλλὰ προσθήκην ὁ κ. Κατσαρᾶς, κάμνετε τελευταῖον ἔκει ἐπιστολὴν καὶ ὁ Πρύτανις τότε ἐξέφρασεν τὴν λύπην του. bbox=[247, 660, 443, 716]
paragraph: —Ζήτω ὁ κ. Λεβίδης. bbox=[54, 1941, 171, 1955]
ad-headline: Π. ΤΖΙΝΗ bbox=[1211, 362, 1352, 394]
ad-text: ΔΩΜΑΤΙΑ εἰσπραττόμενα τῶν ἀσθενῶν καὶ Παιδιῶν ἐν τῇ κλινικῇ τῆς Εὐρωπαίας Ἀδελφῆς τοῦ Ἐλέους. bbox=[1124, 1434, 1439, 1459]
headline: ΕΜΠΡΗΣΜΟΣ ΣΕΡΒΙΚ. ΓΥΜΝΑΣΙΟΥ bbox=[475, 761, 863, 784]
ad-banner: ΑΜΕΡΙΚΑΝΙΚΕΣ bbox=[894, 1881, 1117, 1902]
column-divider bbox=[1120, 165, 1121, 2021]
paragraph: Ἡ ἐπιτροπὴ τῶν φοιτητῶν εὐχαριστήσασα τὸν κ. Λεβίδην ἀνεχώρησε μετὰ τῶν ἄλλων εἰς τὸν κ. Πρόεδρον τῆς Βουλῆς. bbox=[45, 1747, 239, 1804]
divider bbox=[1124, 1143, 1439, 1145]
section-heading: ΕΝΩΠΙΟΝ ΤΟΥ ΠΡΥΤΑΝΕΩΣ bbox=[83, 2055, 200, 2091]
paragraph: Ὅτε δὲ ὁ φοιτητὴς κ. Λαμπρινίδης ἀπὸ τῆς κλίμακος τοῦ Βουλευτηρίου ἀνήγγειλε εἰς τοὺς συναδέλφους του ὅτι ὁ κ. Πρόεδρος ὑπεσχέθη ὅτι θὰ ἐξετάσῃ τὸ ζήτημα τῆς ἐπιτροπῆς καὶ τοῦ κ. Λεβίδου διάλογον, οἱ φοιτηταὶ ἐξέσπασαν εἰς ζωηροτάτας ζητωκραυγάς. bbox=[45, 1808, 239, 1936]
paragraph: Ἐκ τῆς Βουλῆς οἱ φοιτηταὶ διευθύνθησαν εἰς τὸ Πανεπιστήμιον, ἵνα παρουσιασθῶσιν ἐνώπιον τοῦ κ. Πρυτάνεως. bbox=[45, 1977, 239, 2048]
paragraph: Ἐλισάβετ Θεμ. Σάββα, Γεώρ. Θ. Σάββας bbox=[902, 1599, 1108, 1612]
ad-text: Ἱδρυθεῖσα τῷ 1901. bbox=[1230, 1226, 1334, 1239]
headline: ΠΡΟΣ ΤΗΝ ΤΟΥΡΚΙΑΝ bbox=[496, 1034, 841, 1061]
section-heading: ΜΙΚΡΑ ΤΗΛΕΓΡΑΦΗΜΑΤΑ bbox=[452, 1368, 661, 1386]
paragraph: «Ἀποδίδω διότι οἱ φοιτηταὶ χωρὶς νὰ μοῦ καταγγείλουν τὰ συμβάντα προέβησαν εἰς τοιαύτας ἐκτρόπους σκηνάς. Ἡ ἐκλήρωσις τῶν αἰτήσεών των ἐὰν ἦσαν δίκαιαι ἠδύνατο νὰ γείνῃ καὶ ἄνευ τῆς καταστροφῆς ὑπηρεσιακῶν εἰσαγωγῶν καὶ συγχύσεων. Ἀλλ' ἐγὼ δὲν εἶχον τὴν πρέπουσαν πληροφορίαν δι' ὅσα καταγγέλλονται. bbox=[247, 1263, 443, 1449]
paragraph: —Ἐφθάσαμεν εἰς τὰς ἡμέρας τῆς ἀπεικονίσεως τῶν ἠλεκτρικῶν φανῶν τῶν σιδηροδρόμων, τὰ ὁποῖα ἐγκατεστάθησαν ἀπὸ τοῦ Σωλ. 11. ἡ μεγάλη ὑπηρεσία μεγάλων ὡρολογοποιείων τῆς Εὐρώπης, ἐπιτυγχάνουν τὴν ἀκριβῆ ὥραν. bbox=[894, 1210, 1117, 1300]
ad-text: 73—ΕΡΜΟΥ—73 bbox=[1235, 395, 1328, 407]
ad-address: 165-Ὁδὸς Αἰόλου-165 bbox=[1181, 905, 1383, 925]
paragraph: Ὁ κ. Ἀρβανίτης λέγει ὅτι τὸν εἶχε περάσει εἰς τὸ Γυμναστήριον τὴν στιγμὴν τῶν ταραχῶν, ταῦτας δὲ προσκαλέσαν 15 χρόνια οἱ φοιτηταὶ ἐξέδωκαν τόσα τελευταίως περὶ τοῦ Γυμναστηρίου ζητήματα εἰς τὸ Γυμναστήριον καὶ εἰς ἐκ τῶν νεωτέρων γυμναστῶν, ὁ ὁποῖος θὰ ἐξετάσῃ ἐν αὐτῷ ἀναπλήρωσιν ἡ Κυβέρνησις, καὶ νὰ διορισθῇ. bbox=[247, 2265, 443, 2422]
section-heading: ΚΗΔΕΙΑ bbox=[966, 1369, 1045, 1387]
ad-text: Δέχεται: 9—11 π. μ. 3—6 μ. μ. bbox=[1196, 1603, 1368, 1615]
headline: Η ΕΡΙΣ bbox=[736, 1364, 825, 1392]
paragraph: Ἀξιοσημείωτον: Τιμαὶ ἄνευ συναγωνισμοῦ: Πωλοῦνται Δρ. 3,50 ἕκαστον. Ἠλεκτρικαὶ λυχνίαι μετὰ πρὸς χρῆσιν αὐτῶν Δρ. 1,50 ἑκάστη. bbox=[894, 1304, 1117, 1355]
paragraph: —Ἐτελέσθη χθὲς ἐν τῷ ναῷ τοῦ Ἁγίου Γεωργίου ἐν Καρύκῃ ὁ γάμος τοῦ κ. Σταύρου Θεοτοκᾶ μετὰ τῆς ἀγαπητῆς δεσποινίδος Ἄννης Σ. Καβάλλου. bbox=[894, 733, 1117, 784]
ad-box bbox=[1124, 334, 1439, 473]
ad-text: Παθολογικὸν ἐνιαίου. Δέχεται: 7—9 ἐσπ. ἐν τῇ οἰκίᾳ του ὁδὸς Κολοκοτρώνη bbox=[1124, 1650, 1439, 1675]
ad-text: Ὀρθοπεδικὰ Ἐργαστήρια καὶ Χειρουργεῖον. Παθήσεις τῶν Πεπτικῶν, τῶν Κόλπων, Σκωληκοειδίτιδα, Παρατρίψεις, Ἔλκη, Κήλαι, Καθ' ὅλα τὰ νεώτερα συστήματα. bbox=[1124, 1303, 1439, 1354]
section-heading: ΦΟΥΤ ΜΠΩΛ bbox=[83, 412, 200, 431]
paragraph: Χθὲς τὴν νύκτα συνελήφθησαν ἐν Πειραιεῖ οἱ Ἰταλοὶ Ὄριος Ἀλέξιος Κάνυλας καὶ Τμλ. Βαλασόπουλος ὡς ὕποπτοι τῆς κλοπῆς Ματζαγιώτη. Ἐπὶ τοῦ τελευταίου κατεσχέθησαν 220 λίραι καὶ διάφορα κοσμήματα. bbox=[451, 1391, 662, 1476]
headline: ΟΙ ΓΑΜΟΙ bbox=[503, 1643, 610, 1666]
paragraph: —Σήμερον ἑορτάζει ἡ δεσποινὶς Μ. Σιγουρίδου. bbox=[894, 831, 1117, 856]
ad-text: κεφάλαια ἐγγυήσεως 2,000,000 bbox=[1171, 1124, 1392, 1137]
paragraph: ΒΕΡΟΛΙΝΟΝ, Μεσονύκτιον Τρίτης.—Ἀγγέλλεται τηλεγραφικῶς ἐκ Θεσσαλονίκης ὅτι κατὰ τὴν τελευταίαν ἑβδομάδα κατὰ τὰς ἐπὶ τοῦ Βουλγαρικοῦ ἐπιδρομάς, εἰς τὰς Μακεδονικὰς ἐπαρχίας, ἐφονεύθησαν ὑπὸ τῶν κομιτατζήδων ἐν συνόλῳ 39 Τοῦρκοι στρατιῶται καὶ ἰδιῶται. bbox=[451, 1257, 887, 1330]
divider bbox=[894, 1362, 1117, 1364]
paragraph: Πρυτανείας ἔνθα παρευρίσκετο καὶ ὁ καθηγητὴς κ. Ἀγγελόπουλος. bbox=[247, 165, 443, 193]
